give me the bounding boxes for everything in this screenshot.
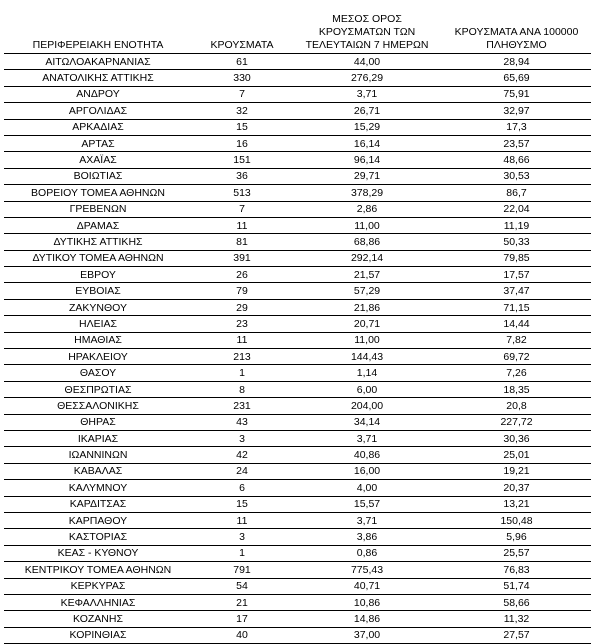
cell-cases: 15 (192, 119, 292, 135)
cell-per100k: 51,74 (442, 578, 591, 594)
cell-region: ΔΥΤΙΚΗΣ ΑΤΤΙΚΗΣ (4, 234, 192, 250)
cell-cases: 151 (192, 152, 292, 168)
table-row (4, 250, 591, 266)
cell-region: ΚΑΣΤΟΡΙΑΣ (4, 529, 192, 545)
cell-per100k: 17,57 (442, 267, 591, 283)
cell-avg7: 11,00 (292, 217, 442, 233)
cell-cases: 513 (192, 185, 292, 201)
table-row (4, 152, 591, 168)
cell-per100k: 32,97 (442, 103, 591, 119)
cell-avg7: 3,71 (292, 512, 442, 528)
cell-avg7: 26,71 (292, 103, 442, 119)
cell-avg7: 204,00 (292, 398, 442, 414)
table-row (4, 594, 591, 610)
table-row (4, 70, 591, 86)
cell-per100k: 150,48 (442, 512, 591, 528)
cell-avg7: 0,86 (292, 545, 442, 561)
cell-per100k: 58,66 (442, 594, 591, 610)
cell-region: ΑΝΑΤΟΛΙΚΗΣ ΑΤΤΙΚΗΣ (4, 70, 192, 86)
cell-avg7: 775,43 (292, 562, 442, 578)
cell-cases: 32 (192, 103, 292, 119)
cell-avg7: 40,71 (292, 578, 442, 594)
header-avg7: ΜΕΣΟΣ ΟΡΟΣ ΚΡΟΥΣΜΑΤΩΝ ΤΩΝ ΤΕΛΕΥΤΑΙΩΝ 7 ΗΜΕΡΩΝ (292, 3, 442, 54)
table-row (4, 430, 591, 446)
table-row (4, 185, 591, 201)
cell-per100k: 30,36 (442, 430, 591, 446)
cell-region: ΚΟΖΑΝΗΣ (4, 611, 192, 627)
table-row (4, 234, 591, 250)
table-body (4, 54, 591, 644)
cell-per100k: 28,94 (442, 54, 591, 70)
cell-avg7: 40,86 (292, 447, 442, 463)
cell-region: ΚΑΛΥΜΝΟΥ (4, 480, 192, 496)
cell-avg7: 16,14 (292, 135, 442, 151)
table-row (4, 627, 591, 643)
cell-avg7: 57,29 (292, 283, 442, 299)
cell-region: ΙΚΑΡΙΑΣ (4, 430, 192, 446)
cell-avg7: 15,57 (292, 496, 442, 512)
cell-cases: 791 (192, 562, 292, 578)
cell-region: ΚΟΡΙΝΘΙΑΣ (4, 627, 192, 643)
cell-per100k: 69,72 (442, 349, 591, 365)
table-row (4, 349, 591, 365)
cell-cases: 40 (192, 627, 292, 643)
table-row (4, 54, 591, 70)
cell-region: ΗΛΕΙΑΣ (4, 316, 192, 332)
cell-avg7: 15,29 (292, 119, 442, 135)
cell-per100k: 25,01 (442, 447, 591, 463)
cell-cases: 7 (192, 201, 292, 217)
table-row (4, 447, 591, 463)
cell-avg7: 292,14 (292, 250, 442, 266)
cell-cases: 79 (192, 283, 292, 299)
cell-per100k: 5,96 (442, 529, 591, 545)
cell-region: ΕΒΡΟΥ (4, 267, 192, 283)
table-row (4, 463, 591, 479)
cell-per100k: 7,82 (442, 332, 591, 348)
cell-per100k: 37,47 (442, 283, 591, 299)
cell-region: ΓΡΕΒΕΝΩΝ (4, 201, 192, 217)
cell-avg7: 29,71 (292, 168, 442, 184)
cell-per100k: 65,69 (442, 70, 591, 86)
cell-cases: 8 (192, 381, 292, 397)
table-row (4, 545, 591, 561)
cell-per100k: 19,21 (442, 463, 591, 479)
table-row (4, 562, 591, 578)
cell-cases: 11 (192, 332, 292, 348)
cell-cases: 61 (192, 54, 292, 70)
cell-per100k: 71,15 (442, 299, 591, 315)
cell-per100k: 17,3 (442, 119, 591, 135)
cell-avg7: 378,29 (292, 185, 442, 201)
header-cases: ΚΡΟΥΣΜΑΤΑ (192, 3, 292, 54)
cell-cases: 6 (192, 480, 292, 496)
table-row (4, 611, 591, 627)
cell-per100k: 86,7 (442, 185, 591, 201)
header-row (4, 3, 591, 54)
cell-avg7: 3,86 (292, 529, 442, 545)
table-row (4, 512, 591, 528)
cell-cases: 330 (192, 70, 292, 86)
cell-region: ΒΟΙΩΤΙΑΣ (4, 168, 192, 184)
table-row (4, 332, 591, 348)
cell-per100k: 7,26 (442, 365, 591, 381)
cell-avg7: 20,71 (292, 316, 442, 332)
cell-cases: 1 (192, 545, 292, 561)
table-row (4, 103, 591, 119)
cell-cases: 16 (192, 135, 292, 151)
cell-per100k: 227,72 (442, 414, 591, 430)
cell-cases: 23 (192, 316, 292, 332)
cell-cases: 36 (192, 168, 292, 184)
header-region: ΠΕΡΙΦΕΡΕΙΑΚΗ ΕΝΟΤΗΤΑ (4, 3, 192, 54)
cell-avg7: 276,29 (292, 70, 442, 86)
table-row (4, 168, 591, 184)
cell-avg7: 68,86 (292, 234, 442, 250)
cell-per100k: 18,35 (442, 381, 591, 397)
cell-region: ΑΡΚΑΔΙΑΣ (4, 119, 192, 135)
cell-region: ΕΥΒΟΙΑΣ (4, 283, 192, 299)
cell-cases: 3 (192, 529, 292, 545)
cell-cases: 391 (192, 250, 292, 266)
cell-region: ΔΡΑΜΑΣ (4, 217, 192, 233)
cell-cases: 213 (192, 349, 292, 365)
cell-region: ΚΑΡΔΙΤΣΑΣ (4, 496, 192, 512)
cell-per100k: 27,57 (442, 627, 591, 643)
cell-avg7: 21,86 (292, 299, 442, 315)
table-row (4, 135, 591, 151)
cell-region: ΑΝΔΡΟΥ (4, 86, 192, 102)
cell-avg7: 10,86 (292, 594, 442, 610)
cell-per100k: 14,44 (442, 316, 591, 332)
cell-region: ΚΕΡΚΥΡΑΣ (4, 578, 192, 594)
table-row (4, 283, 591, 299)
cell-region: ΚΕΦΑΛΛΗΝΙΑΣ (4, 594, 192, 610)
cell-avg7: 3,71 (292, 430, 442, 446)
cell-cases: 81 (192, 234, 292, 250)
cell-region: ΘΗΡΑΣ (4, 414, 192, 430)
cell-avg7: 44,00 (292, 54, 442, 70)
cell-avg7: 4,00 (292, 480, 442, 496)
cell-cases: 29 (192, 299, 292, 315)
cell-avg7: 16,00 (292, 463, 442, 479)
cell-avg7: 144,43 (292, 349, 442, 365)
table-row (4, 119, 591, 135)
cell-per100k: 11,32 (442, 611, 591, 627)
cell-per100k: 50,33 (442, 234, 591, 250)
cell-region: ΖΑΚΥΝΘΟΥ (4, 299, 192, 315)
cell-avg7: 11,00 (292, 332, 442, 348)
cell-avg7: 3,71 (292, 86, 442, 102)
cell-per100k: 11,19 (442, 217, 591, 233)
cell-region: ΑΙΤΩΛΟΑΚΑΡΝΑΝΙΑΣ (4, 54, 192, 70)
table-row (4, 217, 591, 233)
cell-region: ΚΑΒΑΛΑΣ (4, 463, 192, 479)
cell-per100k: 23,57 (442, 135, 591, 151)
table-row (4, 201, 591, 217)
cell-region: ΑΡΤΑΣ (4, 135, 192, 151)
cell-avg7: 2,86 (292, 201, 442, 217)
cell-avg7: 14,86 (292, 611, 442, 627)
cell-per100k: 79,85 (442, 250, 591, 266)
cell-cases: 21 (192, 594, 292, 610)
table-row (4, 414, 591, 430)
cell-region: ΒΟΡΕΙΟΥ ΤΟΜΕΑ ΑΘΗΝΩΝ (4, 185, 192, 201)
cell-per100k: 25,57 (442, 545, 591, 561)
table-row (4, 480, 591, 496)
cell-per100k: 30,53 (442, 168, 591, 184)
table-row (4, 365, 591, 381)
cell-cases: 42 (192, 447, 292, 463)
cell-avg7: 34,14 (292, 414, 442, 430)
cell-avg7: 96,14 (292, 152, 442, 168)
cell-region: ΚΕΝΤΡΙΚΟΥ ΤΟΜΕΑ ΑΘΗΝΩΝ (4, 562, 192, 578)
cell-cases: 24 (192, 463, 292, 479)
cell-per100k: 22,04 (442, 201, 591, 217)
cell-cases: 3 (192, 430, 292, 446)
cell-region: ΚΑΡΠΑΘΟΥ (4, 512, 192, 528)
cell-per100k: 13,21 (442, 496, 591, 512)
cell-region: ΘΕΣΣΑΛΟΝΙΚΗΣ (4, 398, 192, 414)
table-row (4, 316, 591, 332)
header-per100k: ΚΡΟΥΣΜΑΤΑ ΑΝΑ 100000 ΠΛΗΘΥΣΜΟ (442, 3, 591, 54)
cell-cases: 7 (192, 86, 292, 102)
cases-table (4, 3, 591, 644)
cell-region: ΘΕΣΠΡΩΤΙΑΣ (4, 381, 192, 397)
cell-region: ΙΩΑΝΝΙΝΩΝ (4, 447, 192, 463)
cell-per100k: 76,83 (442, 562, 591, 578)
cell-region: ΑΡΓΟΛΙΔΑΣ (4, 103, 192, 119)
table-row (4, 398, 591, 414)
cell-region: ΑΧΑΪΑΣ (4, 152, 192, 168)
cell-per100k: 48,66 (442, 152, 591, 168)
table-row (4, 578, 591, 594)
table-row (4, 496, 591, 512)
table-row (4, 267, 591, 283)
cell-cases: 15 (192, 496, 292, 512)
cell-cases: 17 (192, 611, 292, 627)
table-row (4, 86, 591, 102)
cell-cases: 11 (192, 217, 292, 233)
cell-avg7: 37,00 (292, 627, 442, 643)
cell-per100k: 75,91 (442, 86, 591, 102)
cell-avg7: 21,57 (292, 267, 442, 283)
table-row (4, 299, 591, 315)
cell-cases: 43 (192, 414, 292, 430)
cell-per100k: 20,8 (442, 398, 591, 414)
table-row (4, 381, 591, 397)
table-row (4, 529, 591, 545)
cell-region: ΗΜΑΘΙΑΣ (4, 332, 192, 348)
cell-avg7: 1,14 (292, 365, 442, 381)
cell-region: ΔΥΤΙΚΟΥ ΤΟΜΕΑ ΑΘΗΝΩΝ (4, 250, 192, 266)
cell-region: ΚΕΑΣ - ΚΥΘΝΟΥ (4, 545, 192, 561)
cell-per100k: 20,37 (442, 480, 591, 496)
cell-cases: 54 (192, 578, 292, 594)
cell-region: ΗΡΑΚΛΕΙΟΥ (4, 349, 192, 365)
cell-cases: 11 (192, 512, 292, 528)
cell-cases: 26 (192, 267, 292, 283)
cell-avg7: 6,00 (292, 381, 442, 397)
cell-cases: 1 (192, 365, 292, 381)
cell-region: ΘΑΣΟΥ (4, 365, 192, 381)
cell-cases: 231 (192, 398, 292, 414)
